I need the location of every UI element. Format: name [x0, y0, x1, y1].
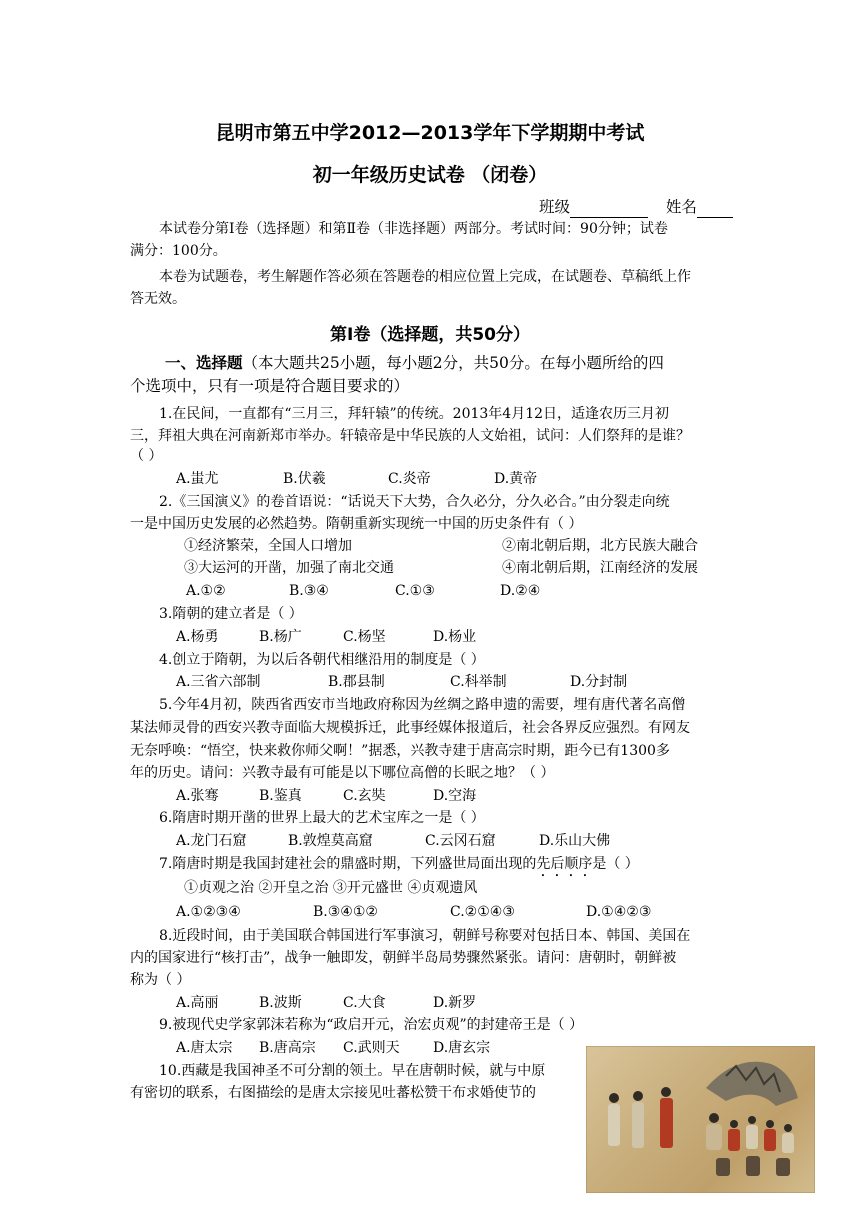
option[interactable]: B.敦煌莫高窟	[288, 833, 373, 849]
choice-item: ①贞观之治 ②开皇之治 ③开元盛世 ④贞观遗风	[184, 880, 478, 896]
question-text-part: 是（ ）	[592, 856, 639, 872]
choice-item: ②南北朝后期，北方民族大融合	[502, 538, 698, 554]
option[interactable]: D.新罗	[433, 995, 477, 1011]
option[interactable]: C.云冈石窟	[425, 833, 496, 849]
option[interactable]: D.黄帝	[494, 471, 538, 487]
option[interactable]: D.乐山大佛	[539, 833, 611, 849]
intro-line: 本试卷分第Ⅰ卷（选择题）和第Ⅱ卷（非选择题）两部分。考试时间：90分钟；试卷	[159, 221, 668, 237]
option[interactable]: B.波斯	[259, 995, 302, 1011]
painting-image	[586, 1046, 815, 1193]
question-text: 三，拜祖大典在河南新郑市举办。轩辕帝是中华民族的人文始祖，试问：人们祭拜的是谁？	[130, 428, 690, 444]
option[interactable]: A.唐太宗	[176, 1040, 233, 1056]
option[interactable]: A.张骞	[176, 788, 219, 804]
option[interactable]: B.③④	[289, 583, 329, 599]
option[interactable]: C.大食	[343, 995, 386, 1011]
option[interactable]: A.杨勇	[176, 629, 219, 645]
option[interactable]: B.鉴真	[259, 788, 302, 804]
option[interactable]: C.②①④③	[450, 904, 515, 920]
option[interactable]: A.高丽	[176, 995, 219, 1011]
section-heading-bold: 一、选择题	[165, 354, 243, 372]
option[interactable]: D.杨业	[433, 629, 477, 645]
option[interactable]: C.武则天	[343, 1040, 400, 1056]
option[interactable]: A.①②	[186, 583, 226, 599]
option[interactable]: B.郡县制	[328, 674, 385, 690]
question-text: 3.隋朝的建立者是（ ）	[159, 606, 303, 622]
question-text	[159, 853, 639, 880]
exam-subtitle: 初一年级历史试卷 （闭卷）	[312, 164, 548, 186]
option[interactable]: D.分封制	[570, 674, 628, 690]
question-text: 1.在民间，一直都有“三月三，拜轩辕”的传统。2013年4月12日，适逢农历三月初	[159, 406, 670, 422]
option[interactable]: D.空海	[433, 788, 477, 804]
emphasized-text: 先后顺序	[536, 856, 593, 872]
option[interactable]: B.杨广	[259, 629, 302, 645]
question-text: （ ）	[130, 448, 163, 464]
question-text: 2.《三国演义》的卷首语说：“话说天下大势，合久必分，分久必合。”由分裂走向统	[159, 494, 670, 510]
name-label: 姓名	[665, 198, 697, 216]
question-text: 年的历史。请问：兴教寺最有可能是以下哪位高僧的长眠之地？（ ）	[130, 765, 555, 781]
question-text: 8.近段时间，由于美国联合韩国进行军事演习，朝鲜号称要对包括日本、韩国、美国在	[159, 928, 691, 944]
option[interactable]: B.③④①②	[313, 904, 378, 920]
intro-line: 满分：100分。	[130, 243, 227, 259]
question-text: 内的国家进行“核打击”，战争一触即发，朝鲜半岛局势骤然紧张。请问：唐朝时，朝鲜被	[130, 950, 677, 966]
question-text: 4.创立于隋朝，为以后各朝代相继沿用的制度是（ ）	[159, 652, 485, 668]
option[interactable]: D.②④	[500, 583, 541, 599]
question-text: 10.西藏是我国神圣不可分割的领土。早在唐朝时候，就与中原	[159, 1063, 546, 1079]
question-text: 9.被现代史学家郭沫若称为“政启开元，治宏贞观”的封建帝王是（ ）	[159, 1017, 584, 1033]
question-text-part: 7.隋唐时期是我国封建社会的鼎盛时期，下列盛世局面出现的	[159, 856, 537, 872]
option[interactable]: A.①②③④	[176, 904, 241, 920]
class-label: 班级	[539, 198, 571, 216]
option[interactable]: B.伏羲	[283, 471, 326, 487]
option[interactable]: D.①④②③	[586, 904, 652, 920]
option[interactable]: C.杨坚	[343, 629, 386, 645]
section-heading-line: 个选项中，只有一项是符合题目要求的）	[130, 377, 410, 395]
question-text: 5.今年4月初，陕西省西安市当地政府称因为丝绸之路申遗的需要，埋有唐代著名高僧	[159, 697, 686, 713]
option[interactable]: D.唐玄宗	[433, 1040, 491, 1056]
class-blank[interactable]	[570, 201, 648, 218]
option[interactable]: C.科举制	[450, 674, 507, 690]
question-text: 有密切的联系，右图描绘的是唐太宗接见吐蕃松赞干布求婚使节的	[130, 1085, 536, 1101]
option[interactable]: A.蚩尤	[176, 471, 219, 487]
question-text: 称为（ ）	[130, 972, 191, 988]
choice-item: ①经济繁荣，全国人口增加	[184, 538, 352, 554]
intro-line: 答无效。	[130, 291, 186, 307]
option[interactable]: B.唐高宗	[259, 1040, 316, 1056]
option[interactable]: C.玄奘	[343, 788, 386, 804]
option[interactable]: C.炎帝	[388, 471, 431, 487]
section-title: 第Ⅰ卷（选择题，共50分）	[330, 325, 530, 345]
option[interactable]: C.①③	[395, 583, 435, 599]
painting-illustration	[586, 1046, 815, 1193]
choice-item: ④南北朝后期，江南经济的发展	[502, 560, 698, 576]
question-text: 某法师灵骨的西安兴教寺面临大规模拆迁，此事经媒体报道后，社会各界反应强烈。有网友	[130, 720, 690, 736]
section-heading-text: （本大题共25小题，每小题2分，共50分。在每小题所给的四	[242, 354, 664, 372]
student-info	[539, 196, 733, 218]
exam-title: 昆明市第五中学2012—2013学年下学期期中考试	[215, 122, 645, 144]
question-text: 无奈呼唤：“悟空，快来救你师父啊！”据悉，兴教寺建于唐高宗时期，距今已有1300多	[130, 743, 670, 759]
intro-line: 本卷为试题卷，考生解题作答必须在答题卷的相应位置上完成，在试题卷、草稿纸上作	[159, 269, 691, 285]
option[interactable]: A.三省六部制	[176, 674, 261, 690]
question-text: 6.隋唐时期开凿的世界上最大的艺术宝库之一是（ ）	[159, 810, 485, 826]
choice-item: ③大运河的开凿，加强了南北交通	[184, 560, 394, 576]
question-text: 一是中国历史发展的必然趋势。隋朝重新实现统一中国的历史条件有（ ）	[130, 516, 583, 532]
section-heading	[165, 352, 664, 374]
option[interactable]: A.龙门石窟	[176, 833, 247, 849]
name-blank[interactable]	[697, 201, 733, 218]
